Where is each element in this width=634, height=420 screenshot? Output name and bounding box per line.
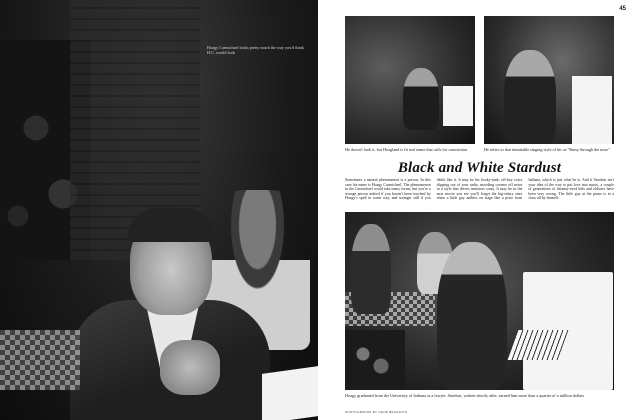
- caption-bottom: Hoagy graduated from the University of Indiana as a lawyer. Stardust, written shortly after, earned him more than a quarter of a million dollars: [345, 393, 585, 398]
- background-man-figure: [351, 224, 391, 314]
- caption-top-right: He refers to that inimitable singing style of his as "Butsy through the nose": [484, 147, 610, 152]
- right-page: [318, 0, 634, 420]
- piano: [443, 86, 473, 126]
- man-hair: [128, 208, 214, 242]
- photo-bottom: [345, 212, 614, 390]
- caption-top-left: He doesn't look it, but Hoagland is fit real name that calls for contraction: [345, 147, 468, 152]
- page-number: 45: [619, 6, 626, 12]
- seated-man-figure: [403, 68, 439, 130]
- piano: [572, 76, 612, 144]
- article-body: Sometimes a natural phenomenon is a person. In this case his name is Hoagy Carmichael. The phenomenon in the Carmichael world take many forms, but you're a strange person indeed if you haven't been touched by Hoagy's spell in some way, and stranger still if you didn't like it. It may be his hooky-junk, off-key voice slipping out of your radio, mooding corners off notes in a style that drives imitators crazy. It may be in the next movie you see you'll forget the big-salary stars when a little guy ambles on stage like a pixie from Indiana, which is just what he is. And if Stardust isn't your idea of the way to put love into music, a couple of generations of dreamy-eyed kids and oldsters have been very wrong. The little guy at the piano is in a class all by himself.: [345, 178, 614, 201]
- photo-top-left: [345, 16, 475, 144]
- checkered-tablecloth: [0, 330, 80, 390]
- article-headline: Black and White Stardust: [397, 160, 562, 176]
- left-photo-caption: Hoagy Carmichael looks pretty much the way you'd think H.C. would look: [207, 45, 304, 56]
- man-hands: [160, 340, 220, 395]
- book: [262, 366, 318, 420]
- pianist-figure: [437, 242, 507, 390]
- photo-credit: PHOTOGRAPHS BY GENE BECKWITH: [345, 410, 408, 414]
- flowers: [345, 330, 405, 390]
- singing-man-figure: [504, 50, 556, 144]
- photo-top-right: [484, 16, 614, 144]
